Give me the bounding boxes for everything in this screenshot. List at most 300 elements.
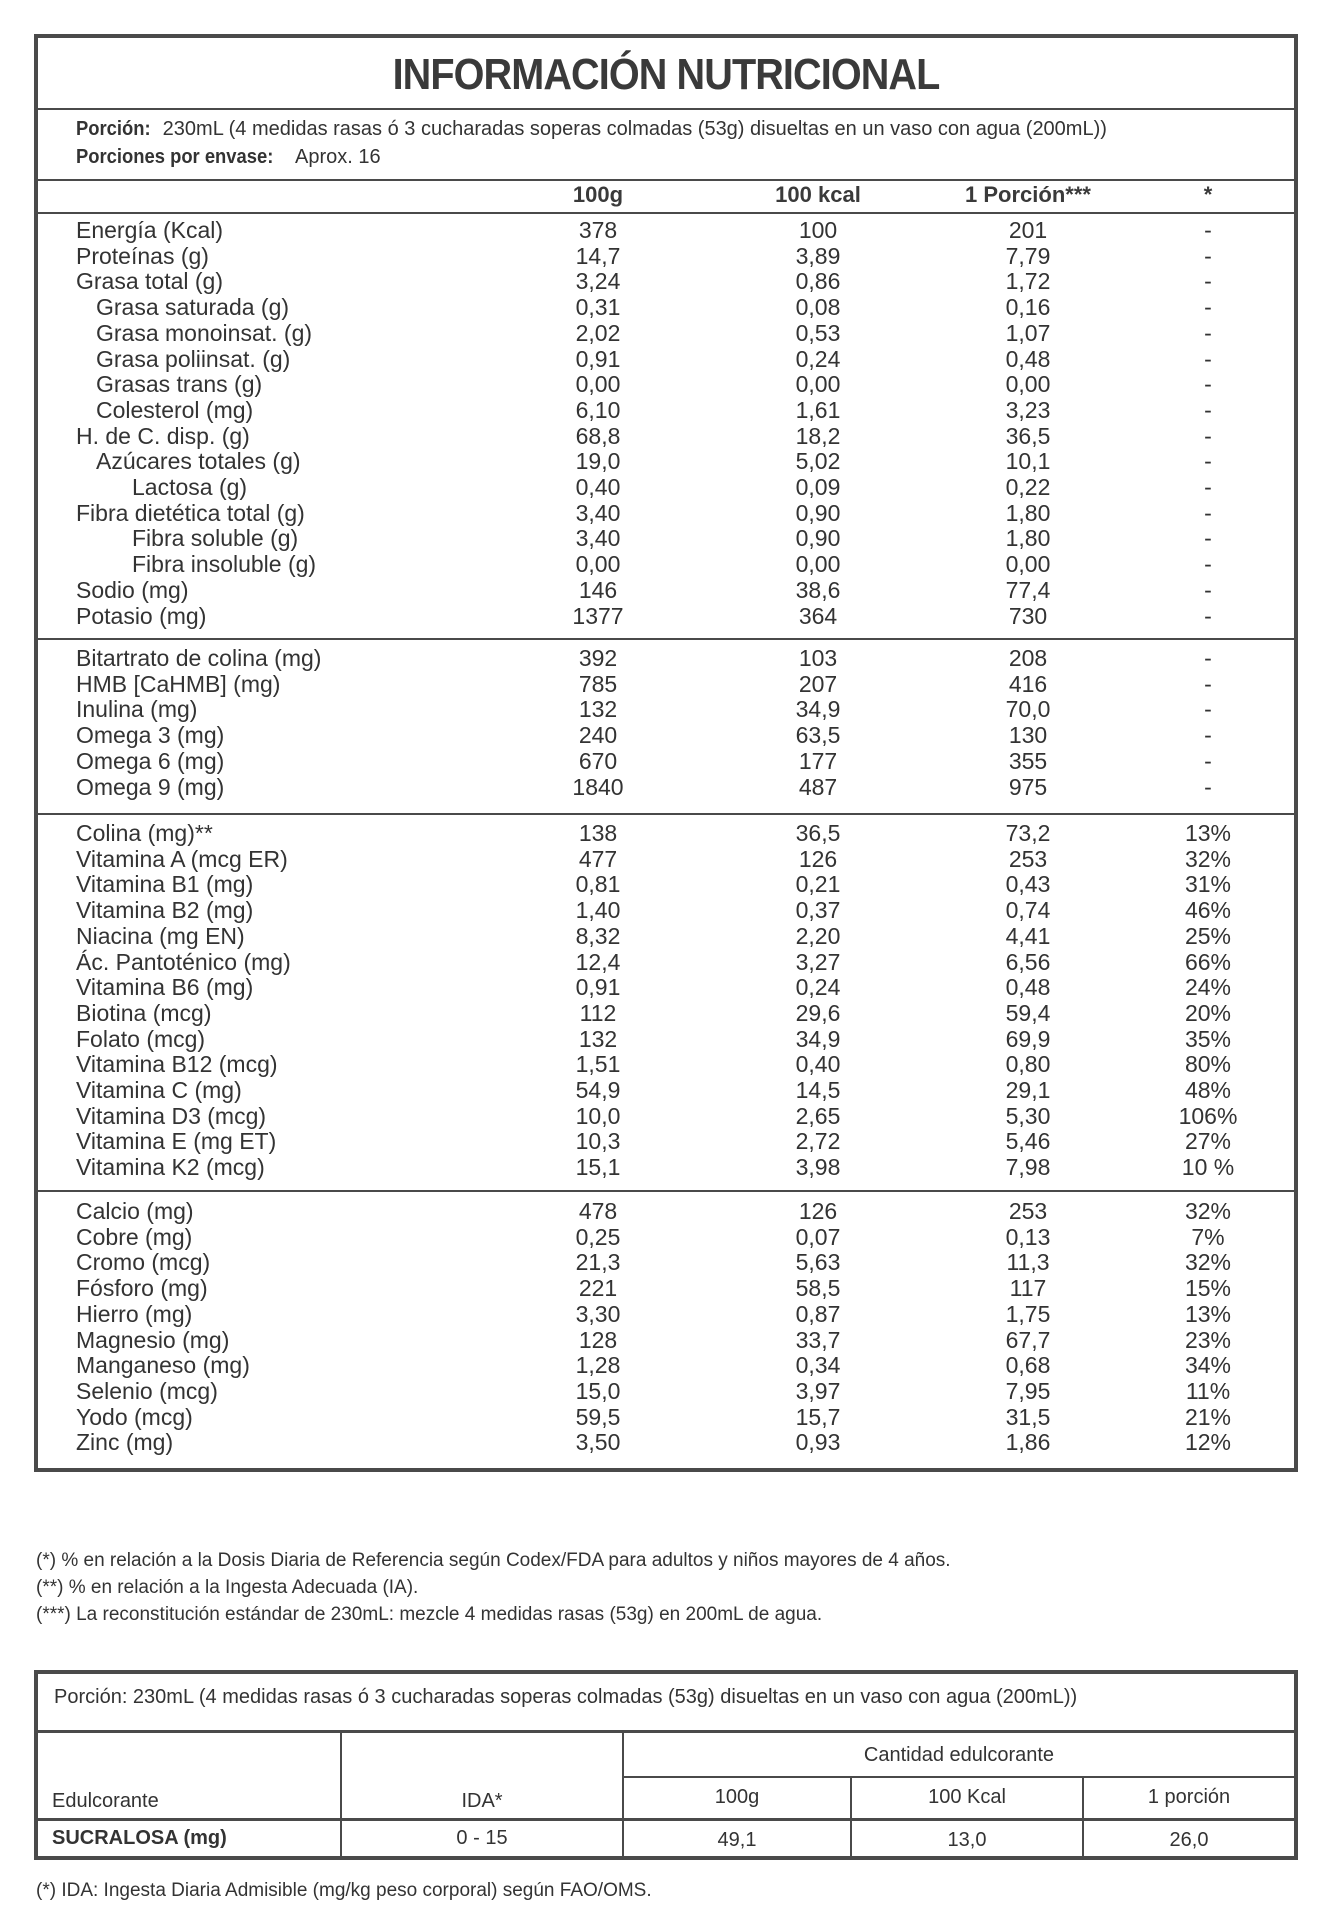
value-per-portion: 0,68 bbox=[1005, 1352, 1051, 1379]
value-daily-percent: 7% bbox=[1191, 1223, 1225, 1250]
value-per-100g: 132 bbox=[578, 1025, 618, 1052]
value-daily-percent: - bbox=[1204, 645, 1212, 671]
value-per-100g: 1,28 bbox=[575, 1352, 621, 1379]
nutrient-row bbox=[38, 1249, 1294, 1275]
nutrient-name: Omega 9 (mg) bbox=[76, 773, 225, 800]
section-divider bbox=[38, 638, 1294, 640]
nutrient-name: Magnesio (mg) bbox=[76, 1326, 230, 1353]
nutrient-row bbox=[38, 1026, 1294, 1052]
nutrient-row bbox=[38, 423, 1294, 449]
servings-info bbox=[76, 146, 381, 169]
value-per-100g: 392 bbox=[578, 645, 618, 671]
value-per-100kcal: 0,53 bbox=[795, 319, 841, 346]
value-per-100kcal: 0,00 bbox=[795, 371, 841, 398]
section-divider bbox=[38, 1190, 1294, 1192]
nutrient-row bbox=[38, 748, 1294, 774]
value-per-100kcal: 0,90 bbox=[795, 525, 841, 552]
nutrient-row bbox=[38, 1224, 1294, 1250]
nutrient-row bbox=[38, 371, 1294, 397]
value-daily-percent: - bbox=[1204, 722, 1212, 749]
value-per-100g: 10,3 bbox=[575, 1128, 621, 1155]
footnote-reconstitution: (***) La reconstitución estándar de 230mL: mezcle 4 medidas rasas (53g) en 200mL de agua. bbox=[36, 1604, 823, 1625]
nutrient-row bbox=[38, 1429, 1294, 1455]
value-daily-percent: 27% bbox=[1184, 1128, 1232, 1155]
value-per-portion: 1,07 bbox=[1005, 319, 1051, 346]
title-divider bbox=[38, 108, 1294, 110]
value-per-100g: 3,40 bbox=[575, 525, 621, 552]
value-daily-percent: - bbox=[1204, 345, 1212, 372]
value-per-100kcal: 5,63 bbox=[795, 1249, 841, 1276]
nutrient-row bbox=[38, 923, 1294, 949]
value-per-portion: 5,46 bbox=[1005, 1128, 1051, 1155]
nutrient-row bbox=[38, 474, 1294, 500]
value-daily-percent: - bbox=[1204, 268, 1212, 295]
value-per-100kcal: 34,9 bbox=[795, 1025, 841, 1052]
sweetener-row-porcion: 26,0 bbox=[1169, 1829, 1209, 1851]
nutrient-name: Colesterol (mg) bbox=[96, 396, 254, 423]
value-per-portion: 67,7 bbox=[1005, 1326, 1051, 1353]
nutrient-name: H. de C. disp. (g) bbox=[76, 422, 250, 449]
value-per-100g: 132 bbox=[578, 696, 618, 723]
value-per-100g: 8,32 bbox=[575, 922, 621, 949]
sweetener-divider-top bbox=[38, 1730, 1294, 1733]
nutrient-name: Omega 6 (mg) bbox=[76, 747, 225, 774]
value-per-100g: 1,51 bbox=[575, 1051, 621, 1078]
sweetener-sub-100kcal: 100 Kcal bbox=[928, 1786, 1006, 1808]
value-daily-percent: - bbox=[1204, 551, 1212, 578]
value-daily-percent: 13% bbox=[1184, 820, 1232, 846]
sweetener-divider-sub bbox=[622, 1776, 1294, 1778]
value-per-portion: 253 bbox=[1008, 845, 1048, 872]
nutrient-name: Grasas trans (g) bbox=[96, 371, 263, 398]
value-per-portion: 130 bbox=[1008, 722, 1048, 749]
nutrient-row bbox=[38, 722, 1294, 748]
value-per-100g: 670 bbox=[578, 747, 618, 774]
nutrient-name: Azúcares totales (g) bbox=[96, 448, 301, 475]
value-per-portion: 10,1 bbox=[1005, 448, 1051, 475]
nutrition-facts-panel bbox=[34, 34, 1298, 1472]
value-per-100kcal: 0,87 bbox=[795, 1300, 841, 1327]
nutrient-row bbox=[38, 294, 1294, 320]
value-per-100kcal: 5,02 bbox=[795, 448, 841, 475]
nutrient-row bbox=[38, 1301, 1294, 1327]
value-daily-percent: 32% bbox=[1184, 845, 1232, 872]
nutrient-row bbox=[38, 448, 1294, 474]
value-per-portion: 29,1 bbox=[1005, 1077, 1051, 1103]
value-per-100g: 221 bbox=[578, 1275, 618, 1302]
nutrient-name: Potasio (mg) bbox=[76, 602, 207, 629]
value-per-100kcal: 0,21 bbox=[795, 871, 841, 898]
nutrient-name: Sodio (mg) bbox=[76, 576, 189, 603]
value-per-100kcal: 126 bbox=[798, 1198, 838, 1224]
value-per-100kcal: 207 bbox=[798, 670, 838, 697]
column-header-100g: 100g bbox=[572, 182, 624, 207]
column-header-portion: 1 Porción*** bbox=[965, 182, 1091, 207]
value-daily-percent: - bbox=[1204, 773, 1212, 800]
value-per-100g: 0,40 bbox=[575, 474, 621, 500]
value-per-portion: 0,16 bbox=[1005, 294, 1051, 321]
nutrient-name: Fósforo (mg) bbox=[76, 1275, 208, 1302]
value-per-portion: 0,48 bbox=[1005, 974, 1051, 1001]
value-per-portion: 4,41 bbox=[1005, 922, 1051, 949]
value-per-100kcal: 1,61 bbox=[795, 396, 841, 423]
sweetener-sub-porcion: 1 porción bbox=[1147, 1786, 1231, 1808]
value-per-100kcal: 103 bbox=[798, 645, 838, 671]
value-per-100g: 21,3 bbox=[575, 1249, 621, 1276]
nutrient-name: Grasa saturada (g) bbox=[96, 294, 290, 321]
value-daily-percent: 31% bbox=[1184, 871, 1232, 898]
value-per-portion: 1,80 bbox=[1005, 499, 1051, 526]
value-per-100kcal: 0,00 bbox=[795, 551, 841, 578]
nutrient-name: HMB [CaHMB] (mg) bbox=[76, 670, 281, 697]
nutrient-row bbox=[38, 671, 1294, 697]
value-per-portion: 59,4 bbox=[1005, 999, 1051, 1026]
nutrient-name: Omega 3 (mg) bbox=[76, 722, 225, 749]
header-bottom-divider bbox=[38, 212, 1294, 214]
sweetener-table bbox=[34, 1670, 1298, 1860]
value-per-portion: 11,3 bbox=[1006, 1249, 1050, 1276]
value-per-100g: 3,40 bbox=[575, 499, 621, 526]
value-per-100g: 10,0 bbox=[575, 1102, 621, 1129]
value-per-100g: 378 bbox=[578, 217, 618, 243]
nutrient-row bbox=[38, 1128, 1294, 1154]
value-daily-percent: 24% bbox=[1184, 974, 1232, 1001]
nutrient-name: Colina (mg)** bbox=[76, 820, 213, 846]
value-per-100kcal: 3,97 bbox=[795, 1377, 841, 1404]
portion-label: Porción: bbox=[76, 118, 151, 140]
nutrient-row bbox=[38, 500, 1294, 526]
value-per-100kcal: 177 bbox=[798, 747, 838, 774]
nutrient-name: Vitamina D3 (mcg) bbox=[76, 1102, 267, 1129]
value-per-portion: 5,30 bbox=[1005, 1102, 1051, 1129]
value-per-portion: 3,23 bbox=[1005, 396, 1051, 423]
nutrient-row bbox=[38, 1077, 1294, 1103]
value-daily-percent: 15% bbox=[1184, 1275, 1232, 1302]
portion-info bbox=[76, 118, 1107, 141]
nutrient-row bbox=[38, 1378, 1294, 1404]
value-per-100kcal: 2,65 bbox=[795, 1102, 841, 1129]
nutrient-name: Grasa poliinsat. (g) bbox=[96, 345, 291, 372]
nutrient-name: Vitamina B12 (mcg) bbox=[76, 1051, 278, 1078]
value-per-portion: 31,5 bbox=[1005, 1403, 1051, 1430]
value-per-100g: 68,8 bbox=[575, 422, 621, 449]
value-daily-percent: 11% bbox=[1185, 1377, 1231, 1404]
value-per-100kcal: 0,37 bbox=[795, 897, 841, 924]
nutrient-name: Vitamina K2 (mcg) bbox=[76, 1154, 265, 1181]
value-daily-percent: - bbox=[1204, 294, 1212, 321]
value-per-100g: 19,0 bbox=[575, 448, 621, 475]
nutrient-row bbox=[38, 551, 1294, 577]
nutrient-row bbox=[38, 949, 1294, 975]
value-per-portion: 1,86 bbox=[1005, 1429, 1051, 1456]
nutrient-row bbox=[38, 1198, 1294, 1224]
value-per-100kcal: 0,90 bbox=[795, 499, 841, 526]
value-per-100g: 0,91 bbox=[575, 345, 621, 372]
value-per-100g: 15,1 bbox=[575, 1154, 621, 1181]
value-per-100kcal: 63,5 bbox=[795, 722, 841, 749]
value-per-100g: 128 bbox=[578, 1326, 618, 1353]
portion-text: 230mL (4 medidas rasas ó 3 cucharadas soperas colmadas (53g) disueltas en un vaso con agua (200mL)) bbox=[157, 118, 1107, 140]
value-daily-percent: 32% bbox=[1184, 1249, 1232, 1276]
value-per-100kcal: 100 bbox=[798, 217, 838, 243]
value-per-100kcal: 29,6 bbox=[795, 999, 841, 1026]
value-per-portion: 730 bbox=[1008, 602, 1048, 629]
value-daily-percent: - bbox=[1204, 499, 1212, 526]
value-per-100kcal: 2,72 bbox=[795, 1128, 841, 1155]
value-daily-percent: - bbox=[1204, 670, 1212, 697]
nutrient-row bbox=[38, 871, 1294, 897]
section-divider bbox=[38, 813, 1294, 815]
nutrient-name: Vitamina C (mg) bbox=[76, 1077, 242, 1103]
nutrient-row bbox=[38, 217, 1294, 243]
sweetener-divider-header bbox=[38, 1818, 1294, 1821]
nutrient-name: Vitamina A (mcg ER) bbox=[76, 845, 288, 872]
value-per-100kcal: 15,7 bbox=[795, 1403, 841, 1430]
value-per-100kcal: 0,40 bbox=[795, 1051, 841, 1078]
value-per-portion: 0,74 bbox=[1005, 897, 1051, 924]
nutrient-name: Energía (Kcal) bbox=[76, 217, 224, 243]
value-per-100g: 1377 bbox=[572, 602, 624, 629]
nutrient-name: Grasa total (g) bbox=[76, 268, 223, 295]
nutrient-row bbox=[38, 1404, 1294, 1430]
nutrient-row bbox=[38, 1000, 1294, 1026]
value-daily-percent: - bbox=[1204, 525, 1212, 552]
value-per-portion: 70,0 bbox=[1005, 696, 1051, 723]
sweetener-row-ida: 0 - 15 bbox=[456, 1827, 508, 1849]
sweetener-col-edulcorante: Edulcorante bbox=[52, 1790, 159, 1812]
nutrient-name: Hierro (mg) bbox=[76, 1300, 193, 1327]
nutrient-row bbox=[38, 774, 1294, 800]
nutrient-name: Calcio (mg) bbox=[76, 1198, 194, 1224]
value-per-100g: 3,30 bbox=[575, 1300, 621, 1327]
nutrient-name: Lactosa (g) bbox=[132, 474, 248, 500]
value-daily-percent: 23% bbox=[1184, 1326, 1232, 1353]
footnote-dv: (*) % en relación a la Dosis Diaria de Referencia según Codex/FDA para adultos y niños mayores de 4 años. bbox=[36, 1550, 951, 1571]
value-per-100kcal: 38,6 bbox=[795, 576, 841, 603]
nutrient-row bbox=[38, 645, 1294, 671]
value-daily-percent: 35% bbox=[1184, 1025, 1232, 1052]
nutrient-name: Ác. Pantoténico (mg) bbox=[76, 948, 291, 975]
value-per-100g: 478 bbox=[578, 1198, 618, 1224]
header-top-divider bbox=[38, 179, 1294, 181]
value-per-portion: 208 bbox=[1008, 645, 1048, 671]
value-per-portion: 7,79 bbox=[1005, 242, 1051, 269]
servings-label: Porciones por envase: bbox=[76, 146, 274, 168]
nutrient-row bbox=[38, 974, 1294, 1000]
value-per-100kcal: 3,27 bbox=[795, 948, 841, 975]
value-daily-percent: 48% bbox=[1184, 1077, 1232, 1103]
value-per-100kcal: 33,7 bbox=[795, 1326, 841, 1353]
value-per-100g: 2,02 bbox=[575, 319, 621, 346]
value-per-100kcal: 36,5 bbox=[795, 820, 841, 846]
value-per-portion: 6,56 bbox=[1005, 948, 1051, 975]
nutrient-name: Folato (mcg) bbox=[76, 1025, 206, 1052]
value-per-100g: 54,9 bbox=[575, 1077, 621, 1103]
nutrient-row bbox=[38, 577, 1294, 603]
value-per-100kcal: 0,09 bbox=[795, 474, 841, 500]
nutrient-name: Vitamina B6 (mg) bbox=[76, 974, 254, 1001]
nutrient-row bbox=[38, 897, 1294, 923]
value-per-portion: 77,4 bbox=[1005, 576, 1051, 603]
value-daily-percent: 25% bbox=[1184, 922, 1232, 949]
nutrient-row bbox=[38, 1275, 1294, 1301]
value-per-100g: 0,81 bbox=[575, 871, 621, 898]
value-per-portion: 0,00 bbox=[1005, 551, 1051, 578]
value-per-100g: 0,25 bbox=[575, 1223, 621, 1250]
value-daily-percent: 21% bbox=[1184, 1403, 1232, 1430]
value-per-100g: 0,91 bbox=[575, 974, 621, 1001]
value-per-portion: 0,00 bbox=[1005, 371, 1051, 398]
value-per-100kcal: 0,34 bbox=[795, 1352, 841, 1379]
nutrient-name: Manganeso (mg) bbox=[76, 1352, 250, 1379]
value-per-100kcal: 364 bbox=[798, 602, 838, 629]
nutrient-row bbox=[38, 603, 1294, 629]
value-per-100g: 0,31 bbox=[575, 294, 621, 321]
sweetener-col-cantidad: Cantidad edulcorante bbox=[863, 1744, 1055, 1766]
nutrient-name: Biotina (mcg) bbox=[76, 999, 212, 1026]
value-per-100kcal: 126 bbox=[798, 845, 838, 872]
nutrient-row bbox=[38, 696, 1294, 722]
value-daily-percent: 34% bbox=[1184, 1352, 1232, 1379]
nutrient-row bbox=[38, 846, 1294, 872]
value-daily-percent: 32% bbox=[1184, 1198, 1232, 1224]
value-per-100kcal: 34,9 bbox=[795, 696, 841, 723]
value-per-100g: 15,0 bbox=[575, 1377, 621, 1404]
nutrient-name: Inulina (mg) bbox=[76, 696, 198, 723]
value-daily-percent: - bbox=[1204, 242, 1212, 269]
nutrient-name: Vitamina E (mg ET) bbox=[76, 1128, 277, 1155]
value-per-100kcal: 0,24 bbox=[795, 974, 841, 1001]
value-daily-percent: 106% bbox=[1178, 1102, 1238, 1129]
value-per-100g: 477 bbox=[578, 845, 618, 872]
nutrient-name: Vitamina B1 (mg) bbox=[76, 871, 254, 898]
value-per-100kcal: 0,86 bbox=[795, 268, 841, 295]
value-per-100g: 785 bbox=[578, 670, 618, 697]
nutrient-name: Cobre (mg) bbox=[76, 1223, 193, 1250]
value-per-100g: 0,00 bbox=[575, 371, 621, 398]
nutrient-row bbox=[38, 1154, 1294, 1180]
value-daily-percent: - bbox=[1204, 474, 1212, 500]
value-per-100kcal: 14,5 bbox=[795, 1077, 841, 1103]
nutrient-row bbox=[38, 268, 1294, 294]
value-daily-percent: 20% bbox=[1184, 999, 1232, 1026]
sweetener-row-100kcal: 13,0 bbox=[947, 1829, 987, 1851]
value-per-portion: 7,98 bbox=[1005, 1154, 1051, 1181]
value-per-portion: 1,72 bbox=[1005, 268, 1051, 295]
value-per-portion: 201 bbox=[1008, 217, 1048, 243]
sweetener-footnote: (*) IDA: Ingesta Diaria Admisible (mg/kg peso corporal) según FAO/OMS. bbox=[36, 1880, 652, 1901]
sweetener-col-ida: IDA* bbox=[461, 1790, 503, 1812]
value-per-100g: 0,00 bbox=[575, 551, 621, 578]
nutrient-row bbox=[38, 397, 1294, 423]
value-daily-percent: - bbox=[1204, 371, 1212, 398]
nutrient-row bbox=[38, 1327, 1294, 1353]
nutrient-row bbox=[38, 820, 1294, 846]
nutrient-row bbox=[38, 525, 1294, 551]
value-daily-percent: - bbox=[1204, 217, 1212, 243]
value-per-100kcal: 0,93 bbox=[795, 1429, 841, 1456]
value-per-100kcal: 487 bbox=[798, 773, 838, 800]
nutrient-row bbox=[38, 1103, 1294, 1129]
value-per-portion: 1,75 bbox=[1005, 1300, 1051, 1327]
value-per-100kcal: 58,5 bbox=[795, 1275, 841, 1302]
value-per-100g: 12,4 bbox=[575, 948, 621, 975]
nutrient-row bbox=[38, 1051, 1294, 1077]
nutrient-name: Grasa monoinsat. (g) bbox=[96, 319, 313, 346]
value-daily-percent: 13% bbox=[1184, 1300, 1232, 1327]
value-per-100g: 1840 bbox=[572, 773, 624, 800]
nutrient-name: Selenio (mcg) bbox=[76, 1377, 218, 1404]
sweetener-portion-text: Porción: 230mL (4 medidas rasas ó 3 cucharadas soperas colmadas (53g) disueltas en un vaso con agua (200mL)) bbox=[54, 1686, 1078, 1708]
value-per-portion: 36,5 bbox=[1005, 422, 1051, 449]
value-per-100g: 3,24 bbox=[575, 268, 621, 295]
nutrient-name: Vitamina B2 (mg) bbox=[76, 897, 254, 924]
footnote-ai: (**) % en relación a la Ingesta Adecuada (IA). bbox=[36, 1577, 419, 1598]
value-daily-percent: - bbox=[1204, 422, 1212, 449]
nutrient-name: Fibra dietética total (g) bbox=[76, 499, 305, 526]
value-per-100g: 240 bbox=[578, 722, 618, 749]
value-per-portion: 0,48 bbox=[1005, 345, 1051, 372]
servings-text: Aprox. 16 bbox=[290, 146, 381, 168]
value-daily-percent: - bbox=[1204, 319, 1212, 346]
value-daily-percent: 80% bbox=[1184, 1051, 1232, 1078]
value-per-100g: 1,40 bbox=[575, 897, 621, 924]
value-per-portion: 253 bbox=[1008, 1198, 1048, 1224]
value-per-100kcal: 3,89 bbox=[795, 242, 841, 269]
value-daily-percent: 66% bbox=[1184, 948, 1232, 975]
value-daily-percent: - bbox=[1204, 696, 1212, 723]
value-per-portion: 0,13 bbox=[1005, 1223, 1051, 1250]
nutrient-row bbox=[38, 346, 1294, 372]
nutrient-row bbox=[38, 320, 1294, 346]
nutrient-row bbox=[38, 243, 1294, 269]
value-per-100g: 112 bbox=[579, 999, 617, 1026]
sweetener-row-name: SUCRALOSA (mg) bbox=[52, 1827, 227, 1849]
value-per-100g: 59,5 bbox=[575, 1403, 621, 1430]
value-per-100kcal: 2,20 bbox=[795, 922, 841, 949]
value-daily-percent: - bbox=[1204, 448, 1212, 475]
value-per-100kcal: 0,07 bbox=[795, 1223, 841, 1250]
value-per-100g: 14,7 bbox=[575, 242, 621, 269]
value-per-portion: 7,95 bbox=[1005, 1377, 1051, 1404]
value-daily-percent: 12% bbox=[1184, 1429, 1232, 1456]
value-per-portion: 0,80 bbox=[1005, 1051, 1051, 1078]
nutrient-name: Fibra insoluble (g) bbox=[132, 551, 317, 578]
value-per-100g: 6,10 bbox=[575, 396, 621, 423]
nutrient-name: Fibra soluble (g) bbox=[132, 525, 299, 552]
sweetener-row-100g: 49,1 bbox=[717, 1829, 757, 1851]
value-per-portion: 73,2 bbox=[1005, 820, 1051, 846]
value-daily-percent: 46% bbox=[1184, 897, 1232, 924]
value-per-100g: 138 bbox=[578, 820, 618, 846]
value-daily-percent: 10 % bbox=[1181, 1154, 1235, 1181]
nutrient-name: Proteínas (g) bbox=[76, 242, 209, 269]
value-per-100g: 3,50 bbox=[575, 1429, 621, 1456]
nutrient-name: Yodo (mcg) bbox=[76, 1403, 193, 1430]
value-per-portion: 355 bbox=[1008, 747, 1048, 774]
value-per-100g: 146 bbox=[578, 576, 618, 603]
panel-title: INFORMACIÓN NUTRICIONAL bbox=[392, 50, 940, 99]
value-per-portion: 0,43 bbox=[1005, 871, 1051, 898]
sweetener-sub-100g: 100g bbox=[714, 1786, 760, 1808]
value-per-100kcal: 18,2 bbox=[795, 422, 841, 449]
column-header-100kcal: 100 kcal bbox=[775, 182, 861, 207]
value-per-portion: 117 bbox=[1009, 1275, 1047, 1302]
nutrient-name: Cromo (mcg) bbox=[76, 1249, 211, 1276]
value-daily-percent: - bbox=[1204, 396, 1212, 423]
nutrient-name: Bitartrato de colina (mg) bbox=[76, 645, 322, 671]
nutrient-name: Zinc (mg) bbox=[76, 1429, 174, 1456]
